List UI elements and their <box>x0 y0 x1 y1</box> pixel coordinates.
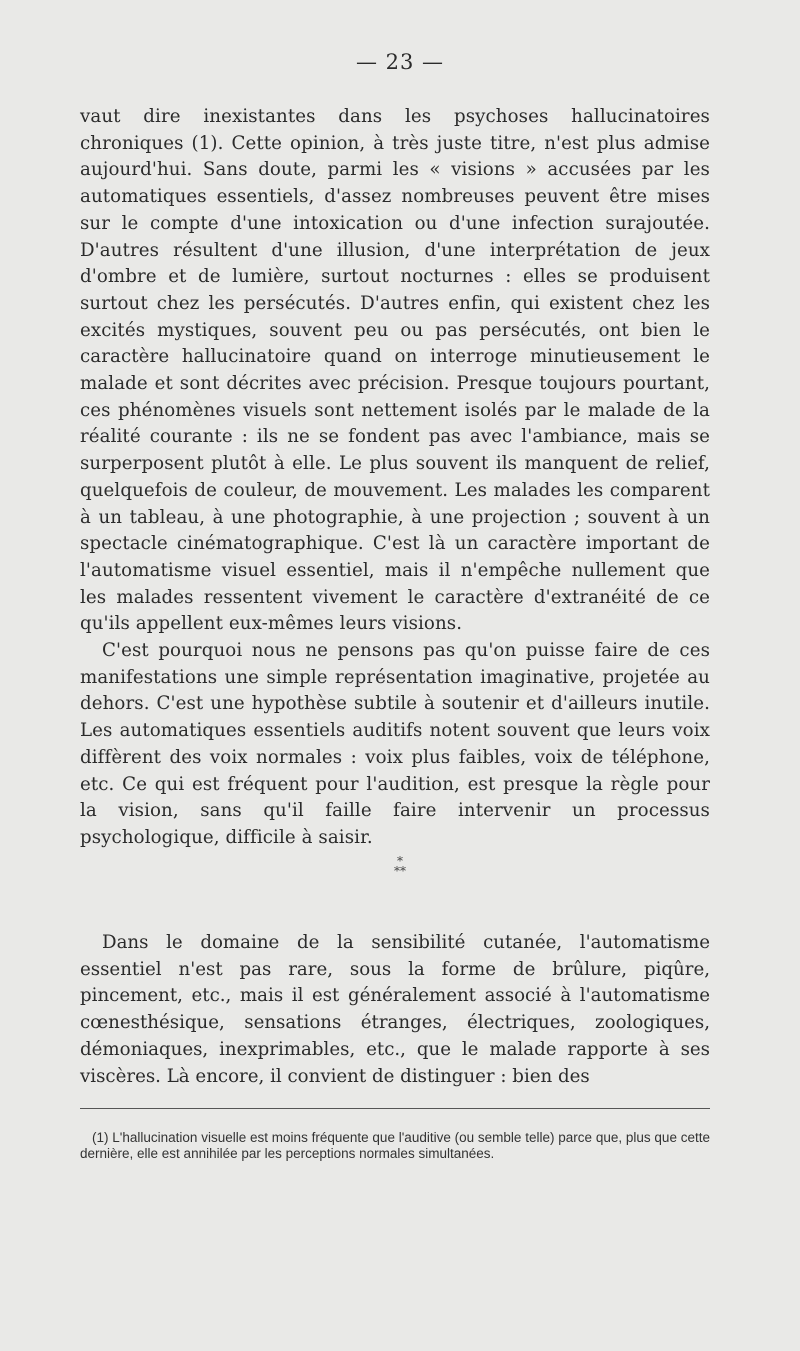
asterism-top: * <box>397 854 403 868</box>
paragraph-3: Dans le domaine de la sensibilité cutanée, l'automatisme essentiel n'est pas rare, sous la forme de brûlure, piqûre, pincement, etc., mais il est généralement associé à l'automatisme cœnesthésique, sensations étranges, électriques, zoologiques, démoniaques, inexprimables, etc., que le malade rapporte à ses viscères. Là encore, il convient de distinguer : bien des <box>80 932 710 1087</box>
paragraph-1: vaut dire inexistantes dans les psychoses hallucinatoires chroniques (1). Cette opinion, à très juste titre, n'est plus admise aujourd'hui. Sans doute, parmi les « visions » accusées par les automatiques essentiels, d'assez nombreuses peuvent être mises sur le compte d'une intoxication ou d'une infection surajoutée. D'autres résultent d'une illusion, d'une interprétation de jeux d'ombre et de lumière, surtout nocturnes : elles se produisent surtout chez les persécutés. D'autres enfin, qui existent chez les excités mystiques, souvent peu ou pas persécutés, ont bien le caractère hallucinatoire quand on interroge minutieusement le malade et sont décrites avec précision. Presque toujours pourtant, ces phénomènes visuels sont nettement isolés par le malade de la réalité courante : ils ne se fondent pas avec l'ambiance, mais se surperposent plutôt à elle. Le plus souvent ils manquent de relief, quelquefois de couleur, de mouvement. Les malades les comparent à un tableau, à une photographie, à une projection ; souvent à un spectacle cinématographique. C'est là un caractère important de l'automatisme visuel essentiel, mais il n'empêche nullement que les malades ressentent vivement le caractère d'extranéité de ce qu'ils appellent eux-mêmes leurs visions. <box>80 106 710 635</box>
main-text <box>80 104 710 852</box>
footnote-divider <box>80 1108 710 1109</box>
asterism-bottom: ** <box>394 864 406 878</box>
section-2-text <box>80 930 710 1090</box>
page-number: — 23 — <box>355 50 445 74</box>
footnote-text: (1) L'hallucination visuelle est moins fréquente que l'auditive (ou semble telle) parce que, plus que cette dernière, elle est annihilée par les perceptions normales simultanées. <box>80 1130 710 1161</box>
section-separator <box>0 856 800 876</box>
paragraph-2: C'est pourquoi nous ne pensons pas qu'on puisse faire de ces manifestations une simple représentation imaginative, projetée au dehors. C'est une hypothèse subtile à soutenir et d'ailleurs inutile. Les automatiques essentiels auditifs notent souvent que leurs voix diffèrent des voix normales : voix plus faibles, voix de téléphone, etc. Ce qui est fréquent pour l'audition, est presque la règle pour la vision, sans qu'il faille faire intervenir un processus psychologique, difficile à saisir. <box>80 640 710 848</box>
footnote <box>80 1130 710 1162</box>
